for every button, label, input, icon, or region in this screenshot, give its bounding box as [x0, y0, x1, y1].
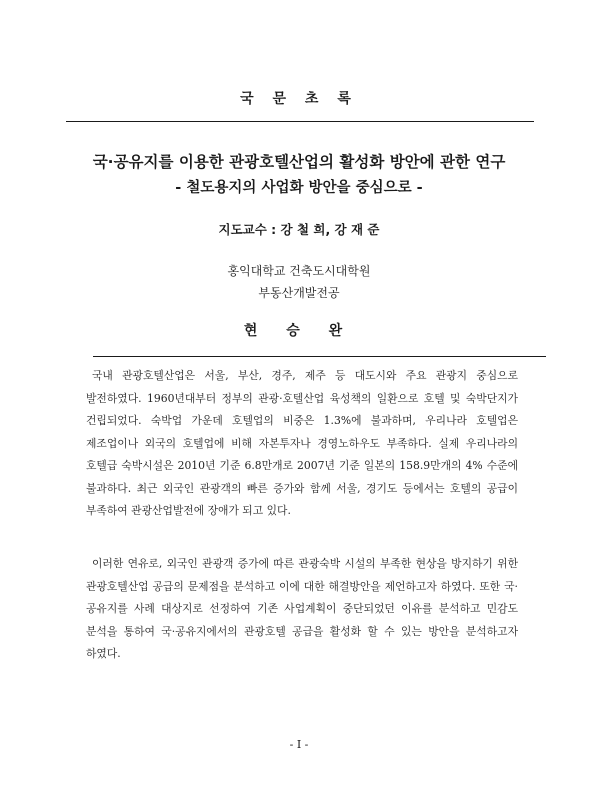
school-name: 홍익대학교 건축도시대학원 — [227, 264, 371, 278]
thesis-subtitle: - 철도용지의 사업화 방안을 중심으로 - — [175, 180, 423, 196]
author-name: 현 승 완 — [243, 323, 355, 339]
top-divider — [66, 121, 534, 122]
abstract-paragraph-1: 국내 관광호텔산업은 서울, 부산, 경주, 제주 등 대도시와 주요 관광지 중심으로 발전하였다. 1960년대부터 정부의 관광·호텔산업 육성책의 일환으로 호텔 및 숙박단지가 건립되었다. 숙박업 가운데 호텔업의 비중은 1.3%에 불과하며, 우리나라 호텔업은 제조업이나 외국의 호텔업에 비해 자본투자나 경영노하우도 부족하다. 실제 우리나라의 호텔급 숙박시설은 2010년 기준 6.8만개로 2007년 기준 일본의 158.9만개의 4% 수준에 불과하다. 최근 외국인 관광객의 빠른 증가와 함께 서울, 경기도 등에서는 호텔의 공급이 부족하여 관광산업발전에 장애가 되고 있다. — [86, 369, 518, 517]
abstract-heading: 국 문 초 록 — [240, 91, 358, 107]
advisor-line: 지도교수 : 강 철 희, 강 재 준 — [218, 222, 380, 237]
page-number: - I - — [289, 738, 309, 751]
abstract-paragraph-2: 이러한 연유로, 외국인 관광객 증가에 따른 관광숙박 시설의 부족한 현상을 방지하기 위한 관광호텔산업 공급의 문제점을 분석하고 이에 대한 해결방안을 제언하고자 하였다. 또한 국·공유지를 사례 대상지로 선정하여 기존 사업계획이 중단되었던 이유를 분석하고 민감도 분석을 통하여 국·공유지에서의 관광호텔 공급을 활성화 할 수 있는 방안을 분석하고자 하였다. — [86, 557, 518, 660]
author-divider — [93, 356, 546, 357]
major-name: 부동산개발전공 — [258, 286, 340, 300]
thesis-title: 국·공유지를 이용한 관광호텔산업의 활성화 방안에 관한 연구 — [92, 153, 506, 171]
